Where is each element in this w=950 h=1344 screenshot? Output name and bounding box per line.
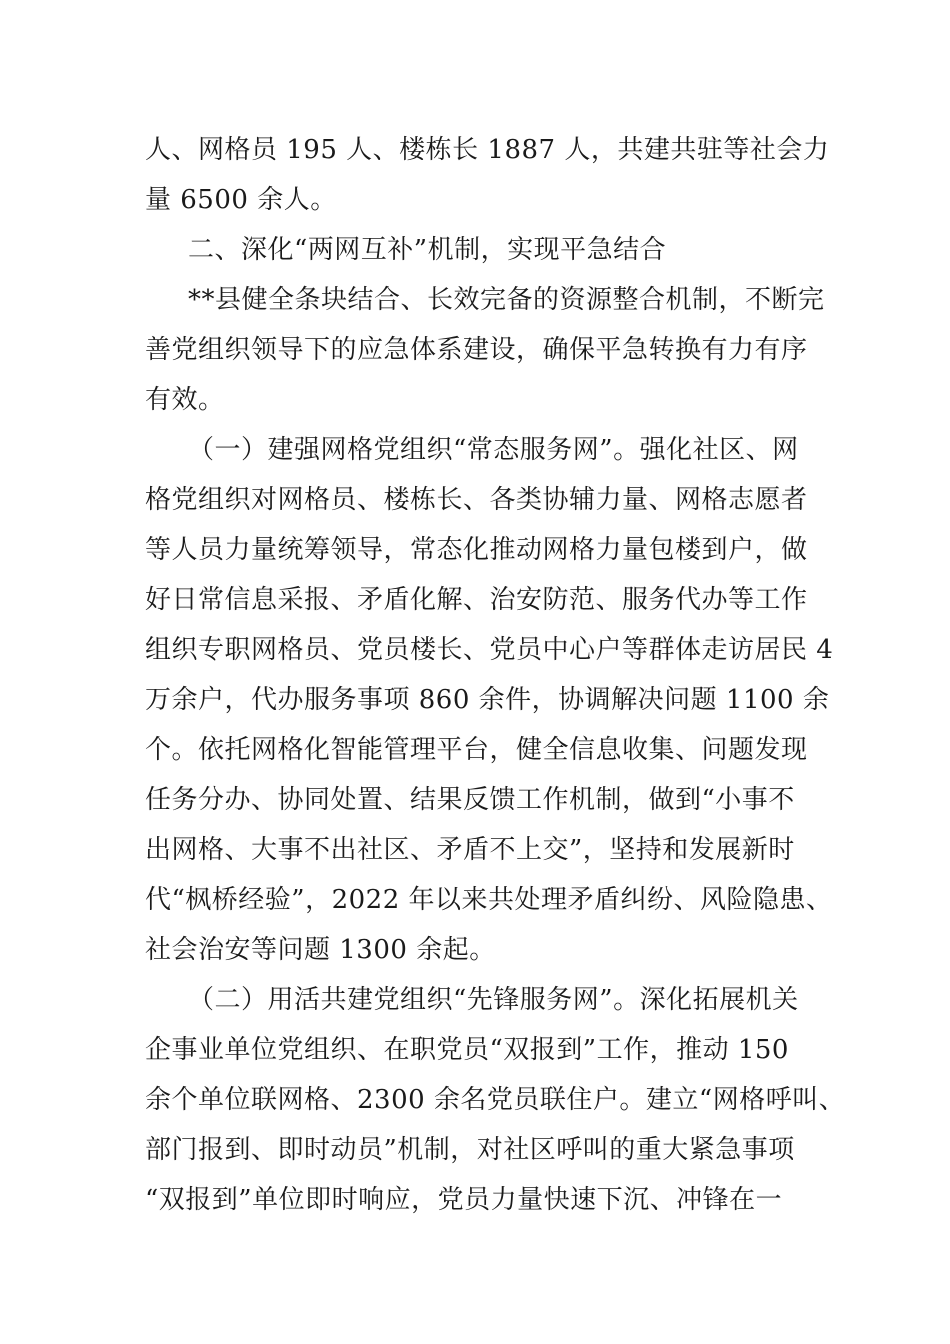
text-line: 等人员力量统筹领导，常态化推动网格力量包楼到户，做 [145, 535, 808, 565]
text-line: 万余户，代办服务事项 860 余件，协调解决问题 1100 余 [145, 685, 830, 715]
text-line: 企事业单位党组织、在职党员“双报到”工作，推动 150 [145, 1035, 789, 1065]
text-line: 出网格、大事不出社区、矛盾不上交”，坚持和发展新时 [145, 835, 795, 865]
text-line: 格党组织对网格员、楼栋长、各类协辅力量、网格志愿者 [145, 485, 808, 515]
text-line: 余个单位联网格、2300 余名党员联住户。建立“网格呼叫、 [145, 1085, 846, 1115]
text-line: 个。依托网格化智能管理平台，健全信息收集、问题发现 [145, 735, 808, 765]
text-line: 代“枫桥经验”，2022 年以来共处理矛盾纠纷、风险隐患、 [145, 885, 833, 915]
text-line: 部门报到、即时动员”机制，对社区呼叫的重大紧急事项 [145, 1135, 795, 1165]
text-line: 组织专职网格员、党员楼长、党员中心户等群体走访居民 4 [145, 635, 834, 665]
text-line: 人、网格员 195 人、楼栋长 1887 人，共建共驻等社会力 [145, 135, 830, 165]
paragraph-start: （一）建强网格党组织“常态服务网”。强化社区、网 [188, 435, 799, 465]
text-line: 有效。 [145, 385, 225, 415]
text-line: 善党组织领导下的应急体系建设，确保平急转换有力有序 [145, 335, 808, 365]
text-line: 任务分办、协同处置、结果反馈工作机制，做到“小事不 [145, 785, 795, 815]
paragraph-start: （二）用活共建党组织“先锋服务网”。深化拓展机关 [188, 985, 799, 1015]
paragraph-start: **县健全条块结合、长效完备的资源整合机制，不断完 [188, 285, 825, 315]
text-line: 好日常信息采报、矛盾化解、治安防范、服务代办等工作 [145, 585, 808, 615]
text-line: 社会治安等问题 1300 余起。 [145, 935, 496, 965]
text-line: “双报到”单位即时响应，党员力量快速下沉、冲锋在一 [145, 1185, 783, 1215]
section-heading: 二、深化“两网互补”机制，实现平急结合 [188, 235, 667, 265]
text-line: 量 6500 余人。 [145, 185, 337, 215]
